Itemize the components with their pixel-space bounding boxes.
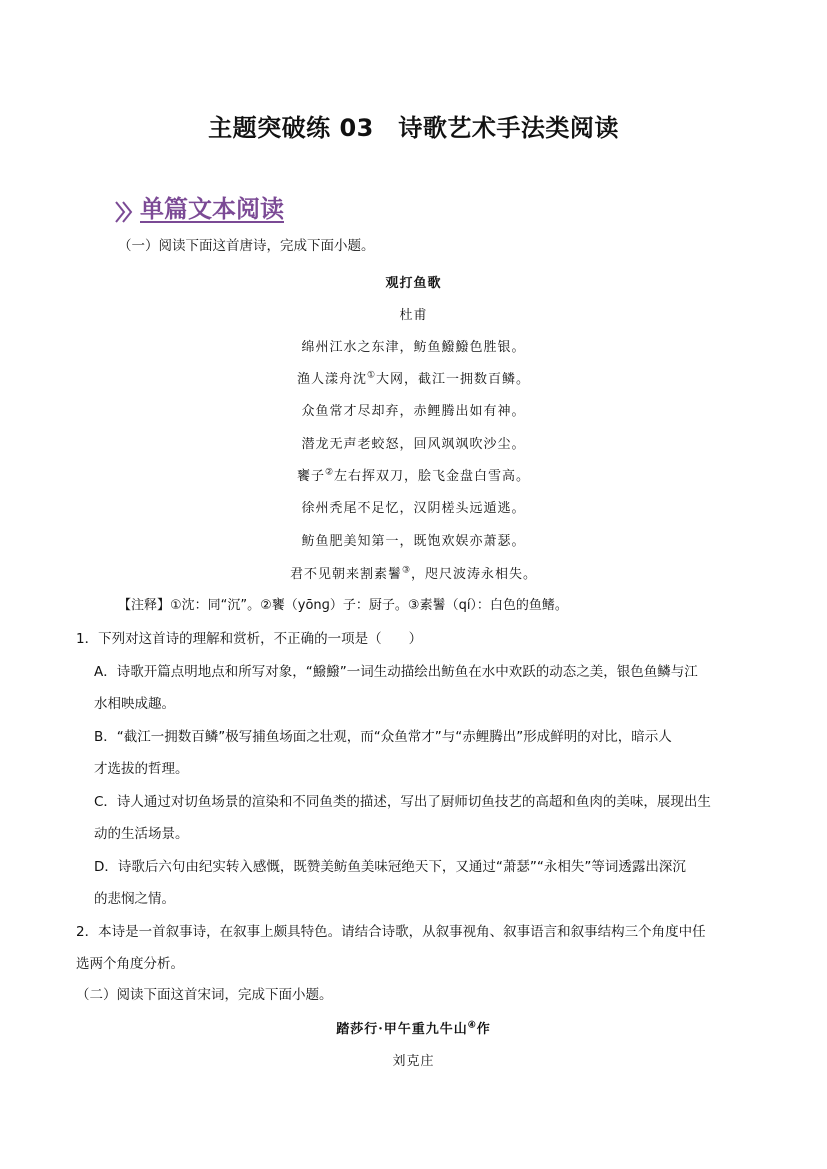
poem1-line: 徐州秃尾不足忆，汉阴槎头远遁逃。 [301, 501, 526, 516]
section-label: 单篇文本阅读 [140, 194, 284, 223]
option-b-line1: B．“截江一拥数百鳞”极写捕鱼场面之壮观，而“众鱼常才”与“赤鲤腾出”形成鲜明的对比，暗示人 [94, 729, 672, 745]
question-2-stem-line1: 2．本诗是一首叙事诗，在叙事上颇具特色。请结合诗歌，从叙事视角、叙事语言和叙事结构三个角度中任 [76, 924, 706, 940]
double-chevron-icon [114, 198, 136, 224]
poem1-author: 杜甫 [399, 308, 428, 323]
section-header [114, 190, 284, 224]
poem2-author: 刘克庄 [392, 1054, 435, 1069]
footnote-mark: ③ [401, 565, 412, 576]
question-1-stem: 1．下列对这首诗的理解和赏析，不正确的一项是（ ） [76, 631, 423, 647]
footnote-mark: ① [366, 370, 377, 381]
poem1-title: 观打鱼歌 [385, 276, 442, 291]
part1-intro: （一）阅读下面这首唐诗，完成下面小题。 [118, 238, 375, 254]
option-d-line2: 的悲悯之情。 [94, 891, 175, 907]
poem1-line: 潜龙无声老蛟怒，回风飒飒吹沙尘。 [301, 437, 526, 452]
poem1-line: 饔子②左右挥双刀，脍飞金盘白雪高。 [296, 467, 531, 484]
option-a-line1: A．诗歌开篇点明地点和所写对象，“鱍鱍”一词生动描绘出鲂鱼在水中欢跃的动态之美，银色鱼鳞与江 [94, 664, 698, 680]
poem1-line: 众鱼常才尽却弃，赤鲤腾出如有神。 [301, 404, 526, 419]
footnote-mark: ② [324, 467, 335, 478]
option-c-line1: C．诗人通过对切鱼场景的渲染和不同鱼类的描述，写出了厨师切鱼技艺的高超和鱼肉的美味，展现出生 [94, 794, 711, 810]
page-title: 主题突破练 03 诗歌艺术手法类阅读 [208, 114, 619, 142]
option-a-line2: 水相映成趣。 [94, 696, 175, 712]
poem1-line: 渔人漾舟沈①大网，截江一拥数百鳞。 [296, 370, 531, 387]
footnote-mark: ④ [467, 1020, 477, 1031]
poem1-line: 鲂鱼肥美知第一，既饱欢娱亦萧瑟。 [301, 534, 526, 549]
poem2-title: 踏莎行·甲午重九牛山④作 [336, 1020, 491, 1037]
part2-intro: （二）阅读下面这首宋词，完成下面小题。 [76, 987, 333, 1003]
option-c-line2: 动的生活场景。 [94, 826, 189, 842]
poem1-line: 君不见朝来割素鬐③，咫尺波涛永相失。 [289, 565, 538, 582]
question-2-stem-line2: 选两个角度分析。 [76, 956, 184, 972]
option-b-line2: 才选拔的哲理。 [94, 761, 189, 777]
footnote: 【注释】①沈：同“沉”。②饔（yōnɡ）子：厨子。③素鬐（qí）：白色的鱼鳍。 [118, 598, 568, 613]
poem1-line: 绵州江水之东津，鲂鱼鱍鱍色胜银。 [301, 340, 526, 355]
option-d-line1: D．诗歌后六句由纪实转入感慨，既赞美鲂鱼美味冠绝天下，又通过“萧瑟”“永相失”等词透露出深沉 [94, 859, 686, 875]
